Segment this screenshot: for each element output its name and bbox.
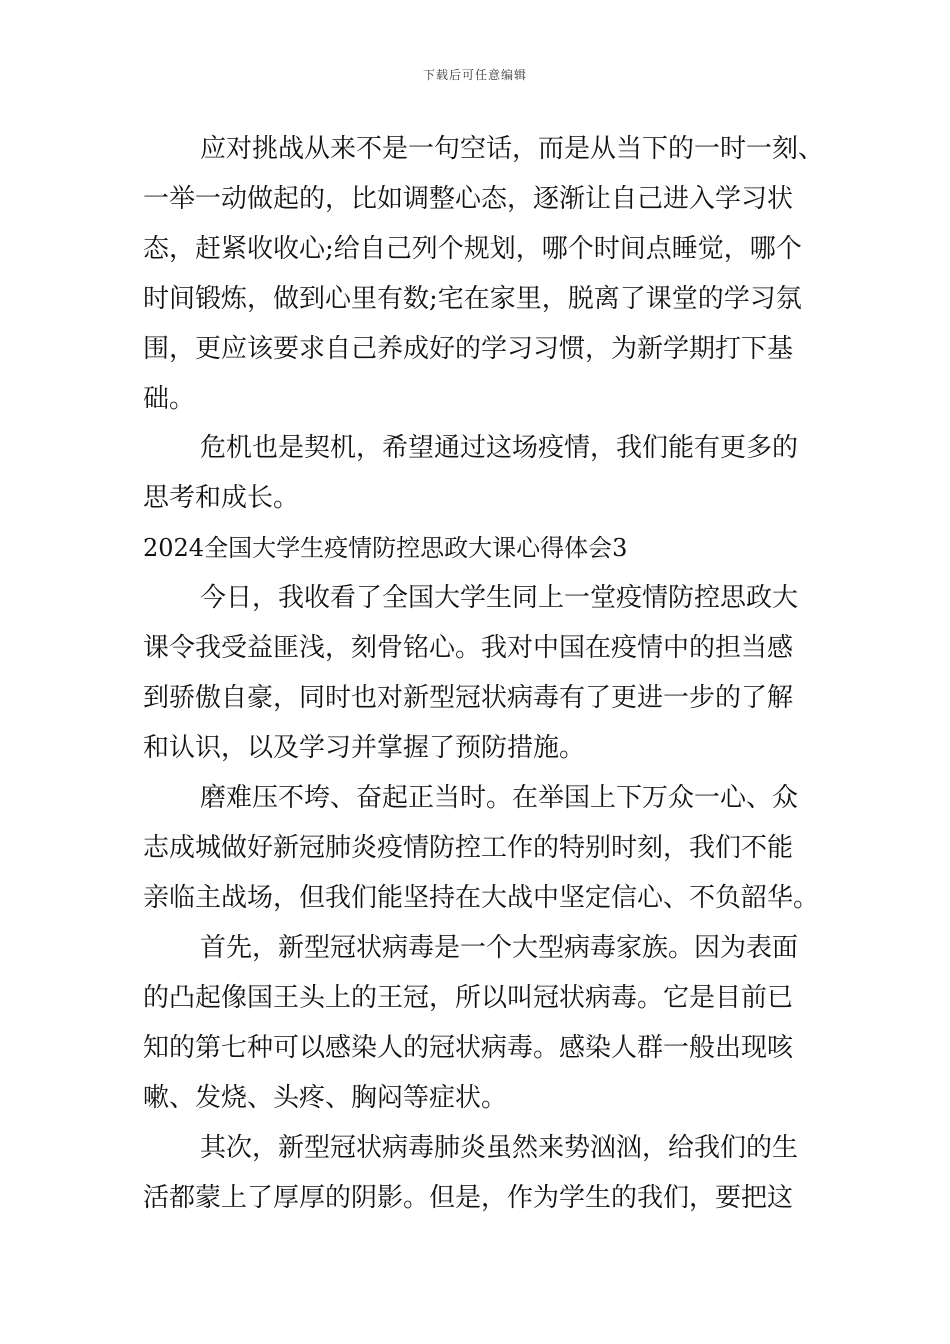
text-line: 围，更应该要求自己养成好的学习习惯，为新学期打下基	[143, 334, 794, 364]
header-note: 下载后可任意编辑	[422, 68, 527, 82]
text-line: 志成城做好新冠肺炎疫情防控工作的特别时刻，我们不能	[143, 833, 794, 863]
text-line: 时间锻炼，做到心里有数;宅在家里，脱离了课堂的学习氛	[143, 284, 802, 314]
text-line: 和认识，以及学习并掌握了预防措施。	[143, 733, 586, 763]
text-line: 危机也是契机，希望通过这场疫情，我们能有更多的	[200, 433, 799, 463]
text-line: 课令我受益匪浅，刻骨铭心。我对中国在疫情中的担当感	[143, 633, 794, 663]
section-heading: 2024全国大学生疫情防控思政大课心得体会3	[143, 534, 628, 562]
text-line: 的凸起像国王头上的王冠，所以叫冠状病毒。它是目前已	[143, 983, 794, 1013]
text-line: 应对挑战从来不是一句空话，而是从当下的一时一刻、	[200, 134, 825, 164]
text-line: 嗽、发烧、头疼、胸闷等症状。	[143, 1083, 508, 1113]
text-line: 一举一动做起的，比如调整心态，逐渐让自己进入学习状	[143, 184, 794, 214]
text-line: 到骄傲自豪，同时也对新型冠状病毒有了更进一步的了解	[143, 683, 794, 713]
text-line: 其次，新型冠状病毒肺炎虽然来势汹汹，给我们的生	[200, 1133, 799, 1163]
text-line: 思考和成长。	[143, 483, 300, 513]
text-line: 础。	[143, 384, 196, 414]
text-line: 首先，新型冠状病毒是一个大型病毒家族。因为表面	[200, 933, 799, 963]
text-line: 活都蒙上了厚厚的阴影。但是，作为学生的我们，要把这	[143, 1183, 794, 1213]
text-line: 知的第七种可以感染人的冠状病毒。感染人群一般出现咳	[143, 1033, 794, 1063]
text-line: 今日，我收看了全国大学生同上一堂疫情防控思政大	[200, 583, 799, 613]
text-line: 态，赶紧收收心;给自己列个规划，哪个时间点睡觉，哪个	[143, 234, 802, 264]
text-line: 磨难压不垮、奋起正当时。在举国上下万众一心、众	[200, 783, 799, 813]
text-line: 亲临主战场，但我们能坚持在大战中坚定信心、不负韶华。	[143, 883, 820, 913]
